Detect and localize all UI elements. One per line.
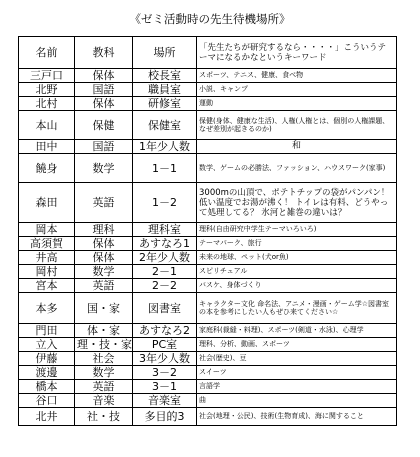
teacher-keywords: 曲 (197, 394, 397, 408)
teacher-keywords: 言語学 (197, 380, 397, 394)
table-row (19, 293, 397, 324)
teacher-name: 門田 (19, 324, 75, 338)
teacher-place: PC室 (133, 338, 197, 352)
page-title: 《ゼミ活動時の先生待機場所》 (129, 12, 291, 26)
table-row (19, 394, 397, 408)
teacher-place: あすなろ2 (133, 324, 197, 338)
teacher-place: 図書室 (133, 293, 197, 324)
teacher-place: あすなろ1 (133, 237, 197, 251)
teacher-keywords: 数学、ゲームの必勝法、ファッション、ハウスワーク(家事) (197, 154, 397, 183)
header-subject: 教科 (75, 37, 133, 69)
teacher-name: 田中 (19, 140, 75, 154)
teacher-subject: 保体 (75, 251, 133, 265)
teacher-keywords: テーマパーク、旅行 (197, 237, 397, 251)
teacher-keywords: 社会(地理・公民)、技術(生物育成)、海に関すること (197, 408, 397, 426)
teacher-name: 岡村 (19, 265, 75, 279)
teacher-subject: 国語 (75, 140, 133, 154)
teacher-keywords: 小説、キャンプ (197, 83, 397, 97)
teacher-keywords: バスケ、身体づくり (197, 279, 397, 293)
teacher-name: 渡邊 (19, 366, 75, 380)
table-row (19, 324, 397, 338)
table-row (19, 69, 397, 83)
teacher-subject: 保健 (75, 111, 133, 140)
teacher-name: 三戸口 (19, 69, 75, 83)
header-name: 名前 (19, 37, 75, 69)
teacher-name: 伊藤 (19, 352, 75, 366)
table-row (19, 83, 397, 97)
teacher-keywords: 3000mの山頂で、ポテトチップの袋がパンパン！低い温度でお湯が沸く！ トイレは有料、どうやって処理してる？ 氷河と雑巻の違いは？ (197, 183, 397, 223)
teacher-subject: 英語 (75, 380, 133, 394)
teacher-subject: 理・技・家 (75, 338, 133, 352)
teacher-place: 研修室 (133, 97, 197, 111)
teacher-keywords: 未来の地球、ペット(犬or魚) (197, 251, 397, 265)
teacher-keywords: 社会(歴史)、豆 (197, 352, 397, 366)
teacher-subject: 社会 (75, 352, 133, 366)
table-row (19, 265, 397, 279)
table-row (19, 251, 397, 265)
teacher-subject: 数学 (75, 366, 133, 380)
table-row (19, 380, 397, 394)
table-row (19, 154, 397, 183)
teacher-place: 2年少人数 (133, 251, 197, 265)
header-place: 場所 (133, 37, 197, 69)
table-row (19, 223, 397, 237)
teacher-name: 森田 (19, 183, 75, 223)
teacher-keywords: 保健(身体、健康な生活)、人権(人権とは、個別の人権課題、なぜ差別が起きるのか) (197, 111, 397, 140)
teacher-name: 高須賀 (19, 237, 75, 251)
teacher-place: 1－1 (133, 154, 197, 183)
teacher-subject: 社・技 (75, 408, 133, 426)
teacher-place: 多目的3 (133, 408, 197, 426)
header-keywords: 「先生たちが研究するなら・・・・」こういうテーマになるかなというキーワード (197, 37, 397, 69)
teacher-name: 橋本 (19, 380, 75, 394)
teacher-subject: 音楽 (75, 394, 133, 408)
teacher-place: 2－2 (133, 279, 197, 293)
table-row (19, 111, 397, 140)
teacher-name: 宮本 (19, 279, 75, 293)
teacher-location-table (18, 36, 397, 426)
teacher-place: 理科室 (133, 223, 197, 237)
table-row (19, 97, 397, 111)
teacher-place: 校長室 (133, 69, 197, 83)
teacher-keywords: 理科、分析、動画、スポーツ (197, 338, 397, 352)
teacher-place: 保健室 (133, 111, 197, 140)
table-row (19, 408, 397, 426)
teacher-name: 北井 (19, 408, 75, 426)
teacher-subject: 数学 (75, 265, 133, 279)
teacher-place: 職員室 (133, 83, 197, 97)
table-row (19, 237, 397, 251)
teacher-name: 本山 (19, 111, 75, 140)
teacher-subject: 保体 (75, 97, 133, 111)
teacher-place: 3年少人数 (133, 352, 197, 366)
teacher-subject: 英語 (75, 183, 133, 223)
teacher-subject: 国・家 (75, 293, 133, 324)
teacher-keywords: スイーツ (197, 366, 397, 380)
teacher-keywords: 運動 (197, 97, 397, 111)
teacher-name: 立入 (19, 338, 75, 352)
teacher-subject: 国語 (75, 83, 133, 97)
teacher-subject: 保体 (75, 237, 133, 251)
teacher-place: 3－1 (133, 380, 197, 394)
teacher-place: 3－2 (133, 366, 197, 380)
teacher-place: 2－1 (133, 265, 197, 279)
teacher-subject: 理科 (75, 223, 133, 237)
teacher-name: 北野 (19, 83, 75, 97)
teacher-place: 1年少人数 (133, 140, 197, 154)
teacher-subject: 数学 (75, 154, 133, 183)
teacher-place: 1－2 (133, 183, 197, 223)
table-row (19, 183, 397, 223)
teacher-keywords: キャラクター文化 命名法、アニメ・漫画・ゲーム学☆図書室の本を参考にしたい人もぜひ来てください☆ (197, 293, 397, 324)
teacher-keywords: 家庭科(裁縫・料理)、スポーツ(剣道・水泳)、心理学 (197, 324, 397, 338)
teacher-keywords: 和 (197, 140, 397, 154)
teacher-name: 本多 (19, 293, 75, 324)
table-row (19, 366, 397, 380)
teacher-subject: 保体 (75, 69, 133, 83)
table-row (19, 338, 397, 352)
teacher-name: 井高 (19, 251, 75, 265)
teacher-keywords: スポーツ、テニス、健康、食べ物 (197, 69, 397, 83)
teacher-place: 音楽室 (133, 394, 197, 408)
table-row (19, 140, 397, 154)
table-row (19, 352, 397, 366)
teacher-keywords: 理科(自由研究中学生テーマいろいろ) (197, 223, 397, 237)
teacher-keywords: スピリチュアル (197, 265, 397, 279)
teacher-name: 谷口 (19, 394, 75, 408)
table-header-row (19, 37, 397, 69)
teacher-name: 北村 (19, 97, 75, 111)
teacher-subject: 体・家 (75, 324, 133, 338)
teacher-name: 岡本 (19, 223, 75, 237)
table-row (19, 279, 397, 293)
teacher-subject: 英語 (75, 279, 133, 293)
teacher-name: 饒身 (19, 154, 75, 183)
